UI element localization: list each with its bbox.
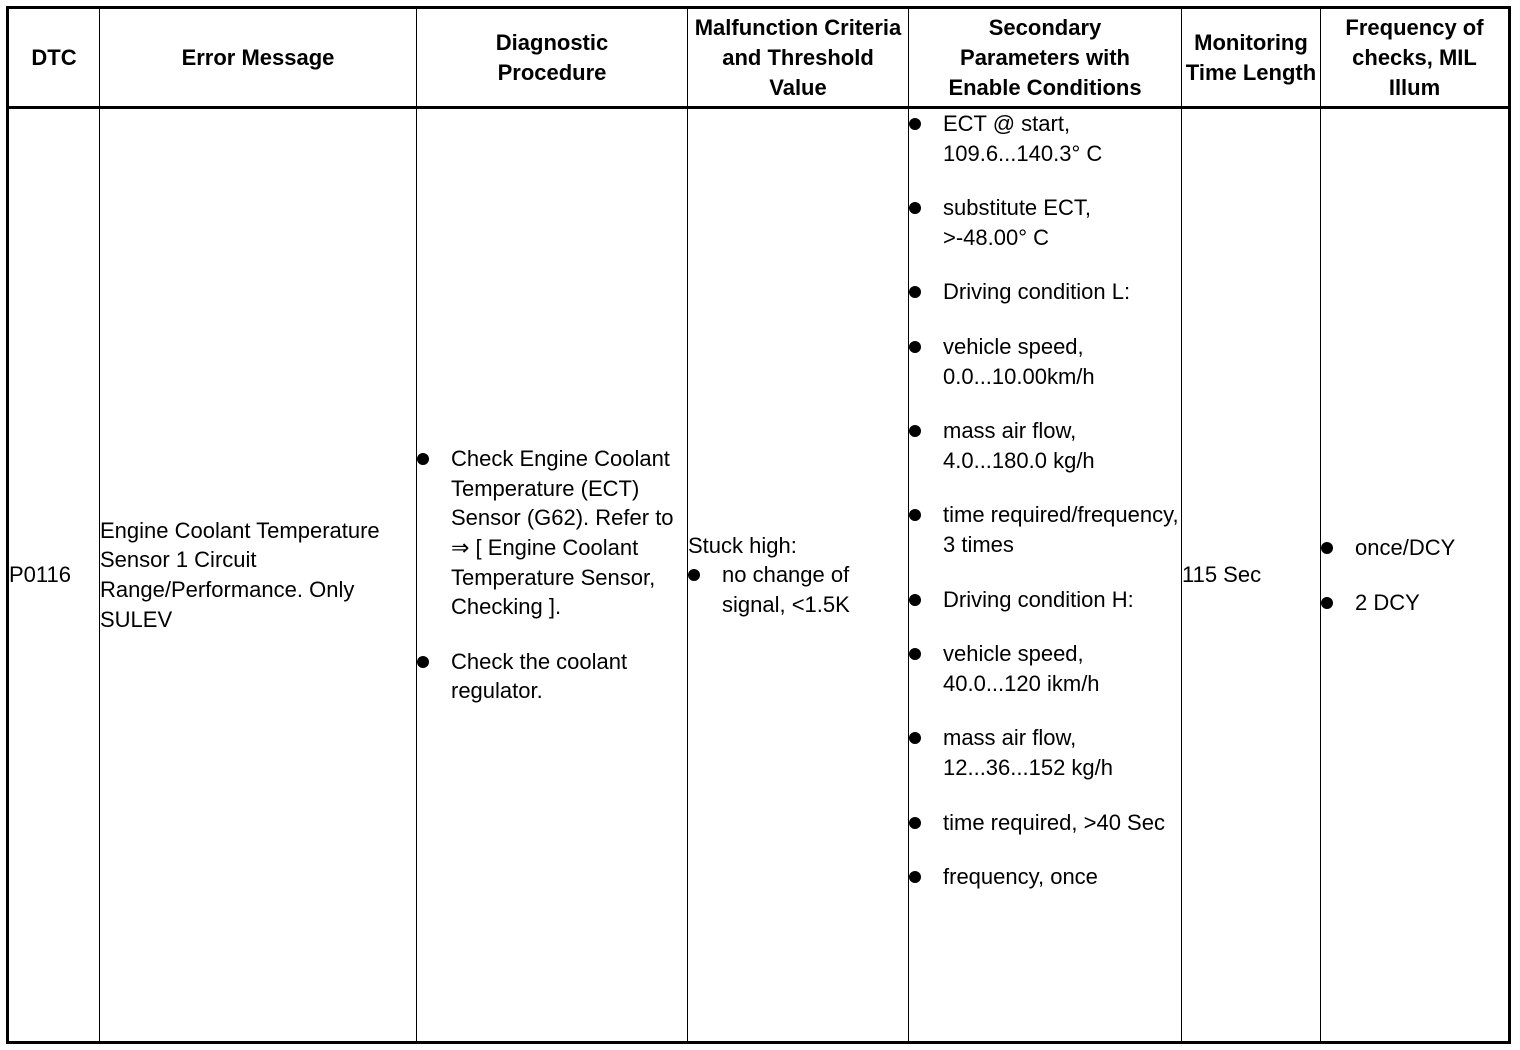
diagnostic-procedure-list: [417, 444, 687, 706]
bullet-icon: [909, 509, 921, 521]
malfunction-list: [688, 560, 908, 619]
list-item: [1321, 588, 1508, 618]
list-item: [417, 444, 687, 622]
bullet-icon: [909, 341, 921, 353]
header-malfunction-criteria: Malfunction Criteria and Threshold Value: [688, 8, 909, 108]
list-item-text: vehicle speed, 0.0...10.00km/h: [943, 333, 1095, 389]
header-frequency: Frequency of checks, MIL Illum: [1321, 8, 1510, 108]
table-row: [8, 108, 1510, 1043]
list-item: [909, 808, 1181, 838]
header-monitoring-time: Monitoring Time Length: [1182, 8, 1321, 108]
cell-dtc: P0116: [8, 108, 100, 1043]
list-item-text: Check Engine Coolant Temperature (ECT) Sensor (G62). Refer to ⇒ [ Engine Coolant Temperature Sensor, Checking ].: [451, 446, 674, 620]
list-item: [909, 585, 1181, 615]
bullet-icon: [909, 871, 921, 883]
list-item: [1321, 533, 1508, 563]
cell-malfunction-criteria: [688, 108, 909, 1043]
list-item-text: Driving condition L:: [943, 279, 1131, 305]
bullet-icon: [417, 453, 429, 465]
cell-secondary-parameters: [909, 108, 1182, 1043]
secondary-parameters-list: [909, 109, 1181, 892]
list-item: [417, 647, 687, 706]
list-item-text: Check the coolant regulator.: [451, 648, 628, 704]
list-item-text: no change of signal, <1.5K: [722, 562, 850, 617]
header-error-message: Error Message: [100, 8, 417, 108]
list-item-text: 2 DCY: [1355, 589, 1420, 615]
cell-error-message: Engine Coolant Temperature Sensor 1 Circuit Range/Performance. Only SULEV: [100, 108, 417, 1043]
list-item: [909, 332, 1181, 391]
list-item-text: vehicle speed, 40.0...120 ikm/h: [943, 641, 1100, 696]
table-body: [8, 108, 1510, 1043]
cell-diagnostic-procedure: [417, 108, 688, 1043]
bullet-icon: [1321, 597, 1333, 609]
list-item: [909, 416, 1181, 475]
list-item: [909, 109, 1181, 168]
list-item: [688, 560, 908, 619]
list-item: [909, 862, 1181, 892]
header-secondary-parameters: Secondary Parameters with Enable Conditions: [909, 8, 1182, 108]
header-dtc: DTC: [8, 8, 100, 108]
bullet-icon: [909, 286, 921, 298]
header-diagnostic-procedure: Diagnostic Procedure: [417, 8, 688, 108]
list-item-text: mass air flow, 4.0...180.0 kg/h: [943, 418, 1095, 473]
bullet-icon: [909, 118, 921, 130]
list-item-text: once/DCY: [1355, 534, 1456, 560]
dtc-table: [6, 6, 1511, 1044]
bullet-icon: [909, 425, 921, 437]
bullet-icon: [909, 732, 921, 744]
bullet-icon: [909, 648, 921, 660]
bullet-icon: [909, 202, 921, 214]
list-item-text: Driving condition H:: [943, 586, 1134, 612]
malfunction-title: Stuck high:: [688, 532, 797, 558]
list-item-text: ECT @ start, 109.6...140.3° C: [943, 111, 1103, 166]
list-item-text: substitute ECT, >-48.00° C: [943, 195, 1091, 250]
list-item: [909, 277, 1181, 307]
frequency-list: [1321, 533, 1508, 617]
list-item-text: frequency, once: [943, 864, 1098, 890]
bullet-icon: [417, 656, 429, 668]
cell-monitoring-time: 115 Sec: [1182, 108, 1321, 1043]
list-item: [909, 193, 1181, 252]
cell-frequency: [1321, 108, 1510, 1043]
bullet-icon: [1321, 542, 1333, 554]
list-item: [909, 723, 1181, 782]
header-row: [8, 8, 1510, 108]
table-header: [8, 8, 1510, 108]
list-item: [909, 639, 1181, 698]
list-item-text: time required/frequency, 3 times: [943, 502, 1179, 557]
bullet-icon: [909, 817, 921, 829]
bullet-icon: [909, 594, 921, 606]
bullet-icon: [688, 569, 700, 581]
list-item-text: mass air flow, 12...36...152 kg/h: [943, 725, 1114, 780]
list-item-text: time required, >40 Sec: [943, 809, 1165, 835]
list-item: [909, 500, 1181, 559]
